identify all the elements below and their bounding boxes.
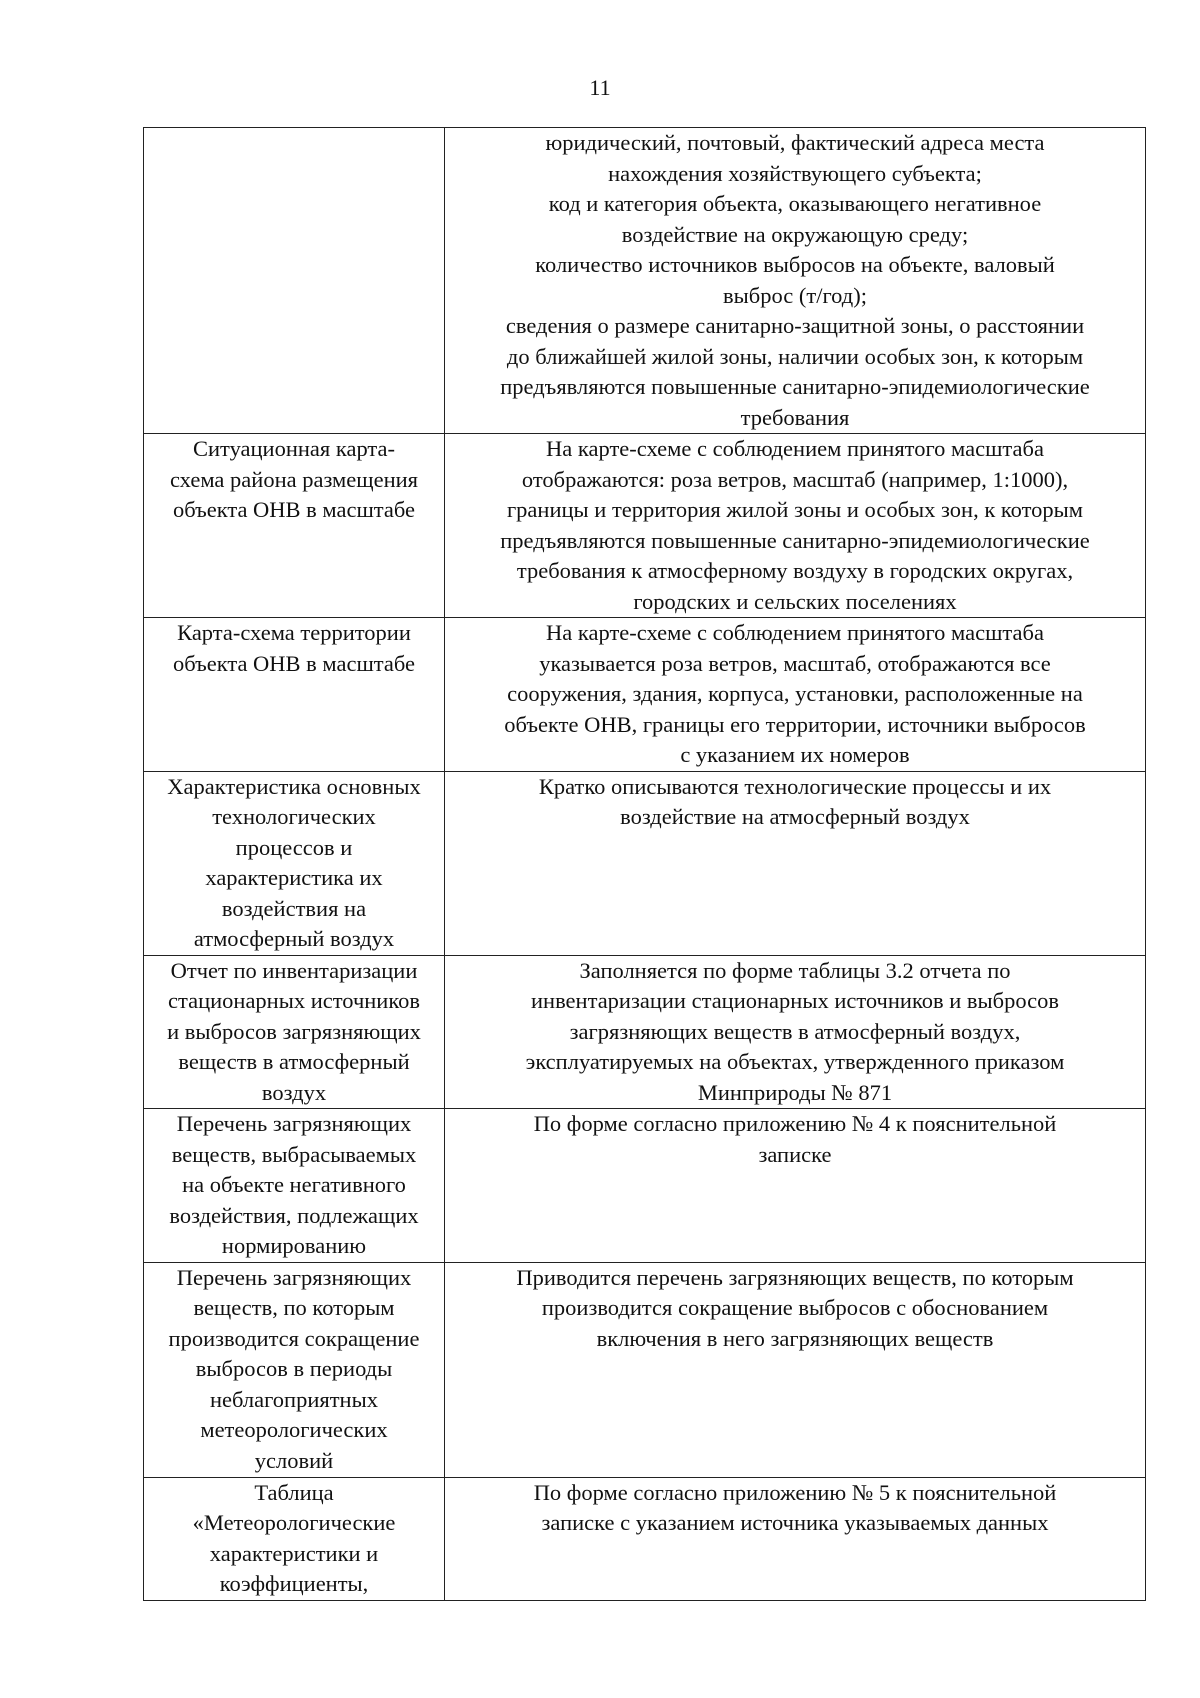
- table-cell-right: Кратко описываются технологические процессы и их воздействие на атмосферный воздух: [445, 771, 1146, 955]
- table-row: [144, 771, 1146, 955]
- table-cell-left: Характеристика основных технологических процессов и характеристика их воздействия на атмосферный воздух: [144, 771, 445, 955]
- table-cell-left: Таблица «Метеорологические характеристики и коэффициенты,: [144, 1477, 445, 1600]
- table-cell-right: Заполняется по форме таблицы 3.2 отчета по инвентаризации стационарных источников и выбросов загрязняющих веществ в атмосферный воздух, эксплуатируемых на объектах, утвержденного приказом Минприроды № 871: [445, 955, 1146, 1109]
- table-row: [144, 1109, 1146, 1263]
- table-cell-left: Перечень загрязняющих веществ, по которым производится сокращение выбросов в периоды неблагоприятных метеорологических условий: [144, 1262, 445, 1477]
- document-table: [143, 127, 1146, 1601]
- table-row: [144, 434, 1146, 618]
- table-cell-right: На карте-схеме с соблюдением принятого масштаба отображаются: роза ветров, масштаб (например, 1:1000), границы и территория жилой зоны и особых зон, к которым предъявляются повышенные санитарно-эпидемиологические требования к атмосферному воздуху в городских округах, городских и сельских поселениях: [445, 434, 1146, 618]
- table-cell-right: По форме согласно приложению № 5 к пояснительной записке с указанием источника указываемых данных: [445, 1477, 1146, 1600]
- table-row: [144, 1477, 1146, 1600]
- table-cell-left: [144, 128, 445, 434]
- page-number: 11: [589, 75, 611, 100]
- table-cell-right: На карте-схеме с соблюдением принятого масштаба указывается роза ветров, масштаб, отображаются все сооружения, здания, корпуса, установки, расположенные на объекте ОНВ, границы его территории, источники выбросов с указанием их номеров: [445, 618, 1146, 772]
- table-row: [144, 618, 1146, 772]
- table-row: [144, 1262, 1146, 1477]
- table-cell-left: Ситуационная карта- схема района размещения объекта ОНВ в масштабе: [144, 434, 445, 618]
- table-row: [144, 955, 1146, 1109]
- table-cell-right: юридический, почтовый, фактический адреса места нахождения хозяйствующего субъекта; код и категория объекта, оказывающего негативное воздействие на окружающую среду; количество источников выбросов на объекте, валовый выброс (т/год); сведения о размере санитарно-защитной зоны, о расстоянии до ближайшей жилой зоны, наличии особых зон, к которым предъявляются повышенные санитарно-эпидемиологические требования: [445, 128, 1146, 434]
- table-cell-left: Карта-схема территории объекта ОНВ в масштабе: [144, 618, 445, 772]
- table-row: [144, 128, 1146, 434]
- table-cell-left: Отчет по инвентаризации стационарных источников и выбросов загрязняющих веществ в атмосферный воздух: [144, 955, 445, 1109]
- table-cell-right: По форме согласно приложению № 4 к пояснительной записке: [445, 1109, 1146, 1263]
- table-cell-left: Перечень загрязняющих веществ, выбрасываемых на объекте негативного воздействия, подлежащих нормированию: [144, 1109, 445, 1263]
- table-cell-right: Приводится перечень загрязняющих веществ, по которым производится сокращение выбросов с обоснованием включения в него загрязняющих веществ: [445, 1262, 1146, 1477]
